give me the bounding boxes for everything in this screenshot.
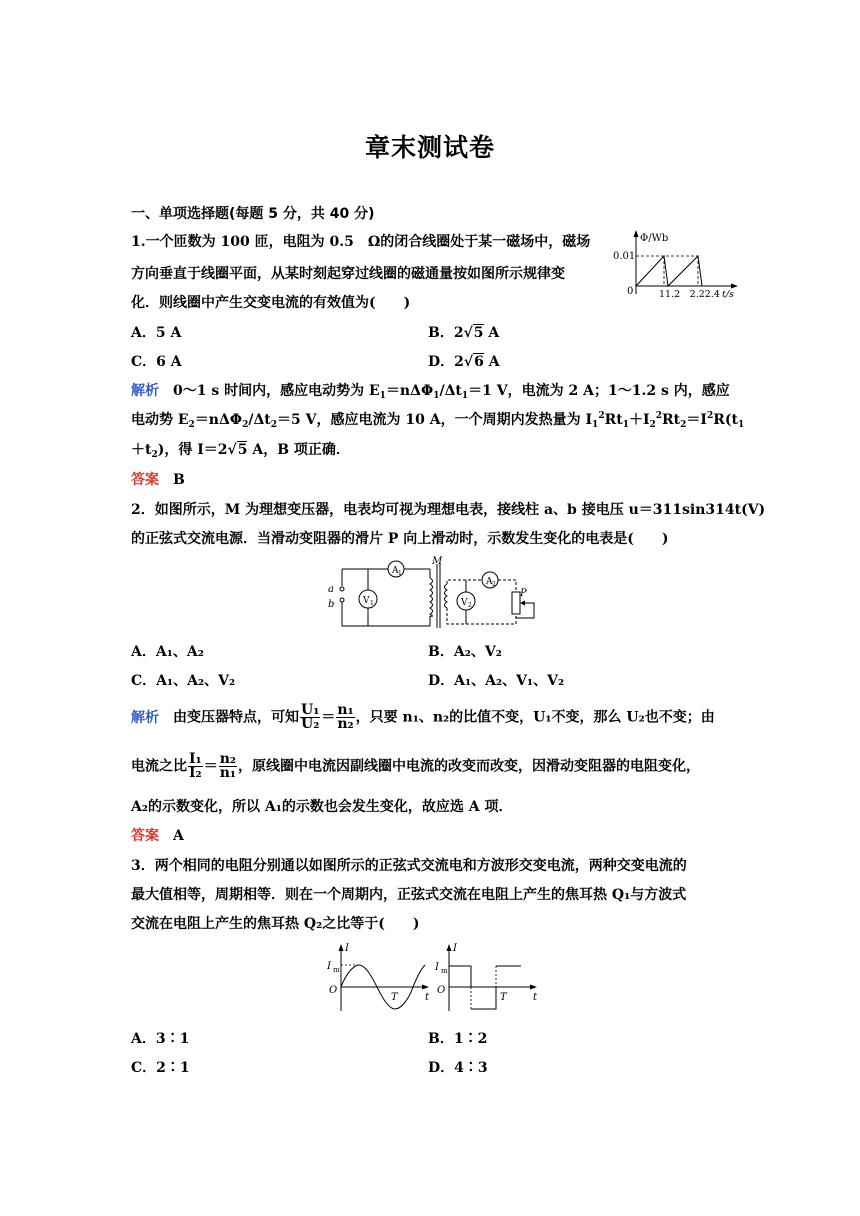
q3-sine-graph	[325, 941, 435, 1013]
q1-stem-line1: 1.一个匝数为 100 匝，电阻为 0.5 Ω的闭合线圈处于某一磁场中，磁场	[131, 234, 591, 250]
svg-text:1: 1	[370, 600, 374, 607]
section-heading: 一、单项选择题(每题 5 分，共 40 分)	[131, 206, 375, 222]
q1-graph-ytick: 0.01	[613, 251, 636, 262]
q3-left-ylabel: I	[345, 943, 349, 954]
q2-option-c: C．A₁、A₂、V₂	[131, 673, 236, 689]
q3-right-ylabel: I	[453, 943, 457, 954]
q2-analysis-line1: 解析 由变压器特点，可知 $\frac{\text{U₁}}{\text{U₂}}$ ＝ $\frac{\text{n₁}}{\text{n₂}}$ ，只要 n₁、n₂的比值不变，U₁不变，那么 U₂也不变；由	[131, 702, 715, 732]
answer-label: 答案	[131, 472, 159, 488]
q3-stem-line2: 最大值相等，周期相等．则在一个周期内，正弦式交流在电阻上产生的焦耳热 Q₁与方波式	[131, 887, 687, 903]
q3-option-a: A．3∶1	[131, 1031, 190, 1047]
transformer-label: M	[432, 556, 443, 567]
svg-text:2: 2	[468, 602, 472, 609]
svg-text:I: I	[327, 961, 331, 972]
q2-option-a: A．A₁、A₂	[131, 644, 204, 660]
q2-option-b: B．A₂、V₂	[428, 644, 502, 660]
svg-text:2: 2	[492, 581, 496, 588]
q1-option-a: A．5 A	[131, 325, 182, 341]
q1-stem-line2: 方向垂直于线圈平面，从某时刻起穿过线圈的磁通量按如图所示规律变	[131, 266, 565, 282]
analysis-label: 解析	[131, 383, 159, 399]
q1-graph-origin: 0	[627, 286, 634, 297]
svg-text:1: 1	[398, 570, 402, 577]
svg-text:t: t	[425, 992, 430, 1003]
q3-option-d: D．4∶3	[428, 1060, 488, 1076]
q3-option-b: B．1∶2	[428, 1031, 488, 1047]
q1-option-b: B．2√5 A	[428, 325, 500, 341]
svg-text:A: A	[392, 566, 399, 576]
terminal-b: b	[328, 599, 335, 610]
q2-answer: 答案 A	[131, 828, 184, 844]
q1-graph-xlabel: t/s	[722, 289, 734, 300]
svg-text:O: O	[437, 985, 446, 996]
q1-answer: 答案 B	[131, 472, 185, 488]
terminal-a: a	[328, 584, 334, 595]
svg-text:T: T	[500, 992, 507, 1003]
slider-p: P	[520, 588, 527, 599]
q3-stem-line3: 交流在电阻上产生的焦耳热 Q₂之比等于( )	[131, 916, 420, 932]
svg-text:A: A	[486, 577, 493, 587]
q1-analysis-line3: $+t_2$)，得 I＝2√5 A，B 项正确．	[131, 442, 350, 460]
q1-option-d: D．2√6 A	[428, 354, 500, 370]
q3-stem-line1: 3．两个相同的电阻分别通以如图所示的正弦式交流电和方波形交变电流，两种交变电流的	[131, 858, 687, 874]
q2-analysis-line2: 电流之比 $\frac{\text{I₁}}{\text{I₂}}$ ＝ $\frac{\text{n₂}}{\text{n₁}}$ ，原线圈中电流因副线圈中电流的改变而改变，因滑动变阻器的电阻变化，	[131, 751, 700, 781]
svg-text:m: m	[441, 967, 448, 975]
q2-transformer-circuit	[320, 556, 550, 636]
svg-text:V: V	[461, 598, 468, 608]
svg-text:O: O	[329, 985, 338, 996]
q2-stem-line1: 2．如图所示，M 为理想变压器，电表均可视为理想电表，接线柱 a、b 接电压 u＝311sin314t(V)	[131, 502, 766, 518]
q1-analysis-line1: 解析 0～1 s 时间内，感应电动势为 $E_1=n\Delta\Phi_1/\Delta t_1=1$ V，电流为 2 A；1～1.2 s 内，感应	[131, 383, 730, 401]
q1-flux-graph	[612, 228, 742, 300]
rheostat	[512, 592, 520, 614]
svg-text:m: m	[333, 966, 340, 974]
q1-graph-xticks: 11.2 2.22.4	[659, 289, 720, 300]
svg-text:t: t	[533, 992, 538, 1003]
q2-option-d: D．A₁、A₂、V₁、V₂	[428, 673, 565, 689]
analysis-label: 解析	[131, 709, 159, 726]
answer-label: 答案	[131, 828, 159, 844]
q2-stem-line2: 的正弦式交流电源．当滑动变阻器的滑片 P 向上滑动时，示数发生变化的电表是( )	[131, 531, 669, 547]
q2-analysis-line3: A₂的示数变化，所以 A₁的示数也会发生变化，故应选 A 项．	[131, 799, 513, 815]
q1-option-c: C．6 A	[131, 354, 182, 370]
page-title: 章末测试卷	[364, 133, 495, 162]
q1-stem-line3: 化．则线圈中产生交变电流的有效值为( )	[131, 295, 411, 311]
q1-analysis-line2: 电动势 $E_2=n\Delta\Phi_2/\Delta t_2=5$ V，感应电流为 10 A，一个周期内发热量为 $I_1^2Rt_1+I_2^2Rt_2=I^2R(t_1$	[131, 411, 745, 430]
q3-option-c: C．2∶1	[131, 1060, 190, 1076]
svg-text:V: V	[363, 596, 370, 606]
svg-text:T: T	[391, 992, 398, 1003]
q1-graph-ylabel: Φ/Wb	[640, 233, 669, 244]
q3-square-wave-graph	[433, 941, 543, 1013]
svg-text:I: I	[435, 962, 439, 973]
